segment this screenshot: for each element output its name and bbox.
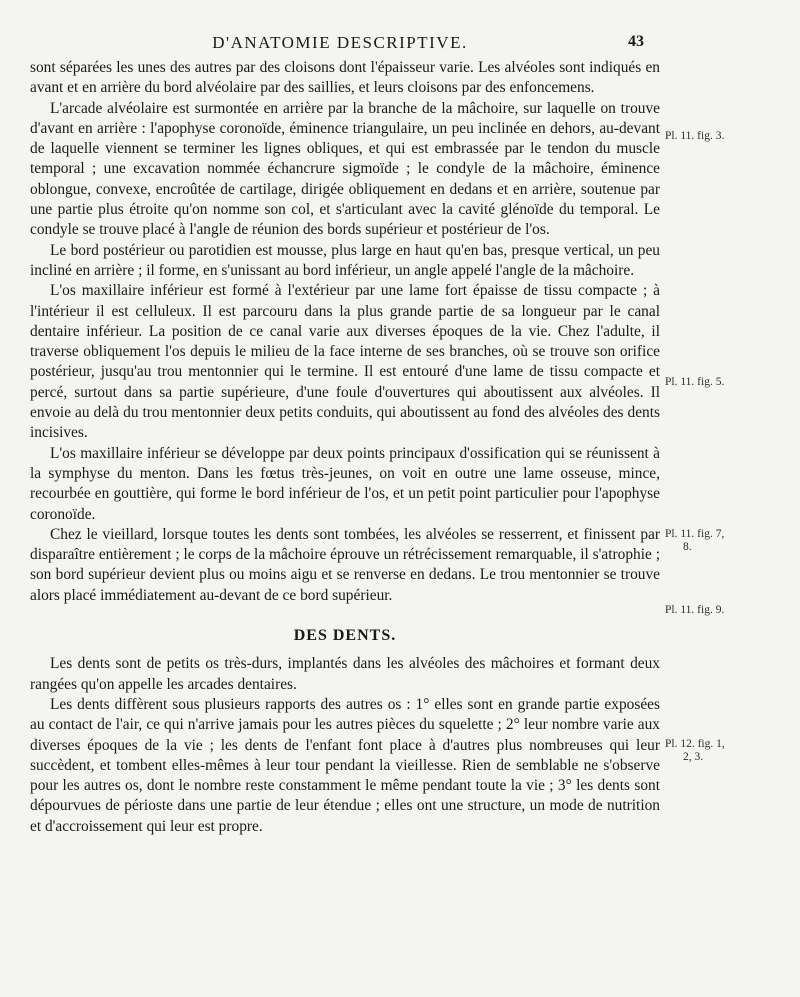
page-number: 43 [628,33,644,50]
paragraph: L'os maxillaire inférieur se développe par deux points principaux d'ossification qui se réunissent à la symphyse du menton. Dans les fœtus très-jeunes, on voit en outre une lame osseuse, mince, recourbée en gouttière, qui forme le bord inférieur de l'os, et un petit point particulier pour l'apophyse coronoïde. [30,444,660,523]
margin-note [665,738,725,764]
paragraph: Les dents sont de petits os très-durs, implantés dans les alvéoles des mâchoires et formant deux rangées qu'on appelle les arcades dentaires. [30,655,660,693]
margin-note-line: 2, 3. [683,751,704,763]
margin-note: Pl. 11. fig. 5. [665,376,725,388]
margin-note [665,528,724,554]
paragraph: L'os maxillaire inférieur est formé à l'extérieur par une lame fort épaisse de tissu compacte ; à l'intérieur il est celluleux. Il est parcouru dans la plus grande partie de sa longueur par le canal dentaire inférieur. La position de ce canal varie aux diverses époques de la vie. Chez l'adulte, il traverse obliquement l'os depuis le milieu de la face interne de ses branches, où se trouve son orifice postérieur, jusqu'au trou mentonnier qui le termine. Il est entouré d'une lame de tissu compacte et percé, surtout dans sa partie supérieure, d'une foule d'ouvertures qui aboutissent aux alvéoles. Il envoie au delà du trou mentonnier deux petits conduits, qui aboutissent au fond des alvéoles des dents incisives. [30,282,660,442]
margin-note: Pl. 11. fig. 9. [665,604,725,616]
margin-note-line: Pl. 11. fig. 7, [665,528,725,540]
paragraph: Chez le vieillard, lorsque toutes les dents sont tombées, les alvéoles se resserrent, et finissent par disparaître entièrement ; le corps de la mâchoire éprouve un rétrécissement remarquable, il s'atrophie ; son bord supérieur devient plus ou moins aigu et se renverse en dedans. Le trou mentonnier se trouve alors placé immédiatement au-devant de ce bord supérieur. [30,525,660,604]
paragraph: sont séparées les unes des autres par des cloisons dont l'épaisseur varie. Les alvéoles sont indiqués en avant et en arrière du bord alvéolaire par des saillies, et leurs cloisons par des enfoncemens. [30,59,660,97]
margin-note-line: 8. [683,541,692,553]
section-heading: DES DENTS. [293,627,397,645]
paragraph: L'arcade alvéolaire est surmontée en arrière par la branche de la mâchoire, sur laquelle on trouve d'avant en arrière : l'apophyse coronoïde, éminence triangulaire, un peu inclinée en dehors, au-devant de laquelle viennent se terminer les lignes obliques, et qui est embrassée par le tendon du muscle temporal ; une excavation nommée échancrure sigmoïde ; le condyle de la mâchoire, éminence oblongue, convexe, encroûtée de cartilage, dirigée obliquement en dedans et en arrière, soutenue par une partie plus étroite qu'on nomme son col, et s'articulant avec la cavité glénoïde du temporal. Le condyle se trouve placé à l'angle de réunion des bords supérieur et postérieur de l'os. [30,99,660,239]
paragraph: Les dents diffèrent sous plusieurs rapports des autres os : 1° elles sont en grande partie exposées au contact de l'air, ce qui n'arrive jamais pour les autres pièces du squelette ; 2° leur nombre varie aux diverses époques de la vie ; les dents de l'enfant font place à d'autres plus nombreuses qui leur succèdent, et tombent elles-mêmes à leur tour pendant la vieillesse. Rien de semblable ne s'observe pour les autres os, dont le nombre reste constamment le même pendant toute la vie ; 3° les dents sont dépourvues de périoste dans une partie de leur étendue ; elles ont une structure, un mode de nutrition et d'accroissement qui leur est propre. [30,695,660,835]
running-head: D'ANATOMIE DESCRIPTIVE. [212,33,468,52]
margin-note-line: Pl. 12. fig. 1, [665,738,725,750]
main-text [30,58,660,837]
margin-note: Pl. 11. fig. 3. [665,130,725,142]
paragraph: Le bord postérieur ou parotidien est mousse, plus large en haut qu'en bas, presque vertical, un peu incliné en arrière ; il forme, en s'unissant au bord inférieur, un angle appelé l'angle de la mâchoire. [30,241,660,279]
